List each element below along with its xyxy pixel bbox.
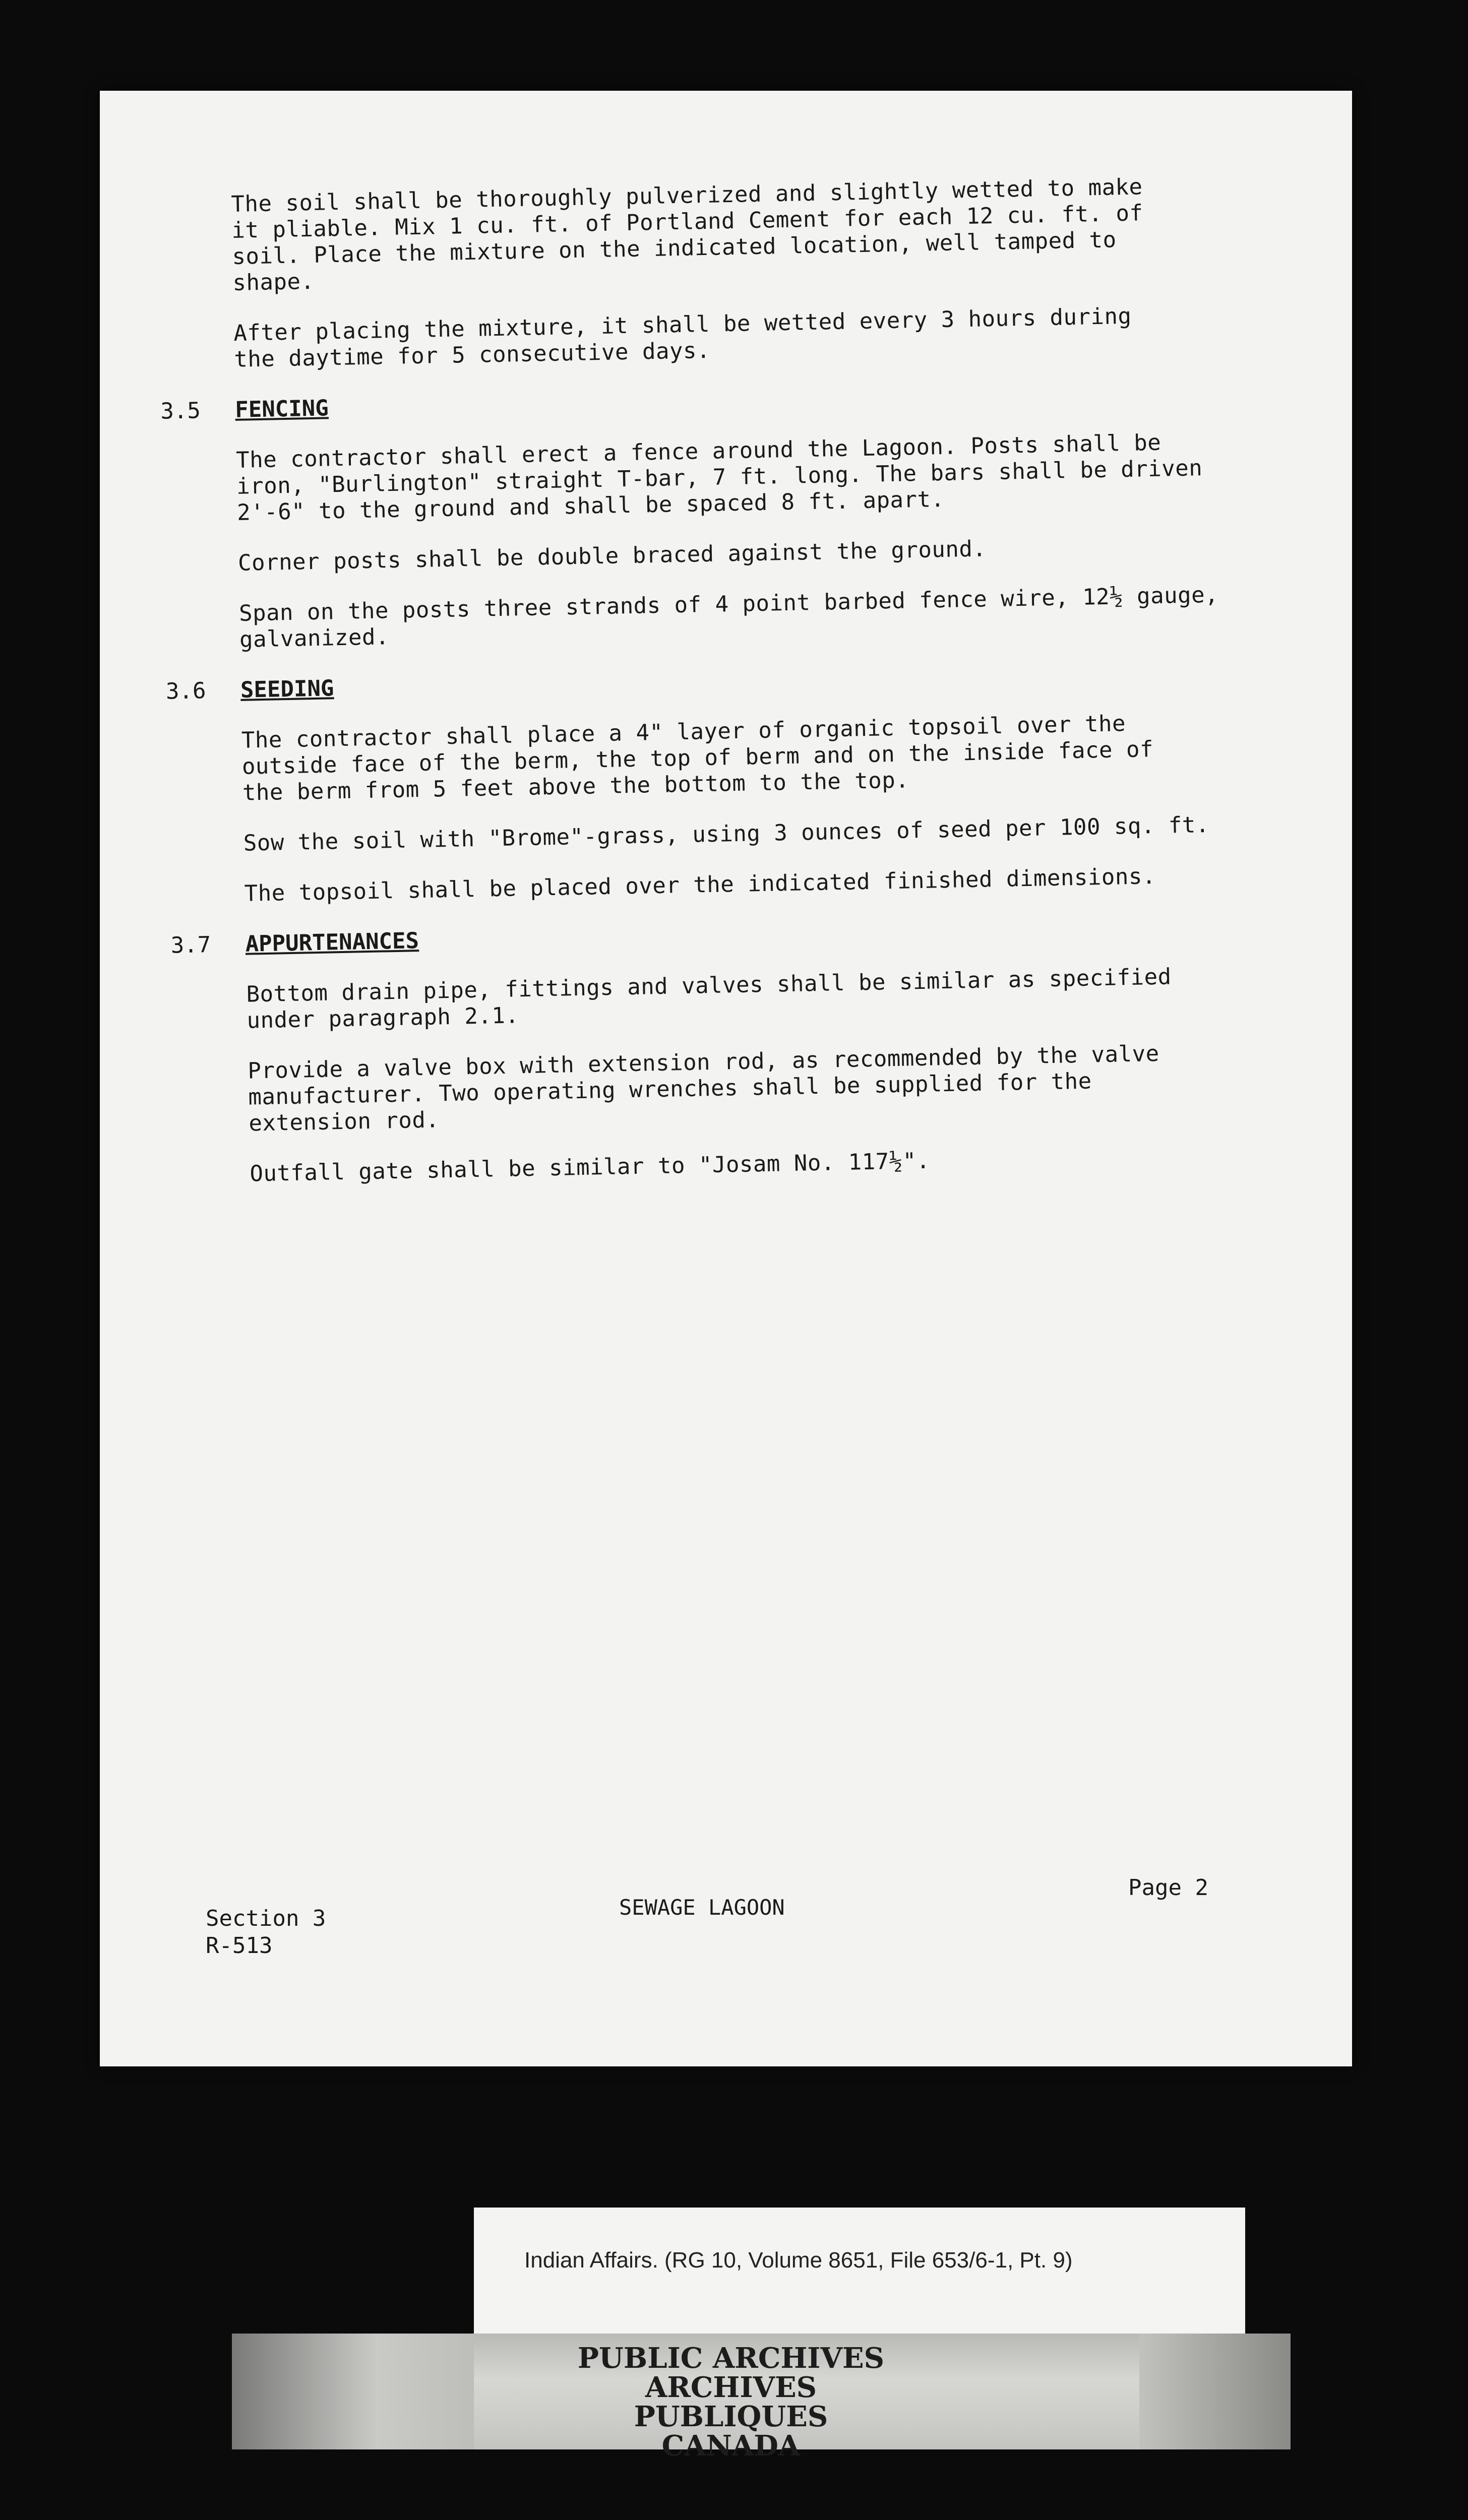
strip-right-end bbox=[1139, 2334, 1291, 2449]
archives-stamp bbox=[555, 2344, 907, 2461]
section-paragraph: Corner posts shall be double braced against the ground. bbox=[237, 536, 987, 576]
section-3-5 bbox=[160, 378, 1228, 653]
section-paragraph: The contractor shall erect a fence around the Lagoon. Posts shall be iron, "Burlington" straight T-bar, 7 ft. long. The bars shall be driven 2'-6" to the ground and shall be spaced 8 ft. apart. bbox=[235, 429, 1203, 526]
intro-paragraph-2: After placing the mixture, it shall be wetted every 3 hours during the daytime for 5 consecutive days. bbox=[233, 303, 1132, 372]
footer-section: Section 3 bbox=[206, 1906, 326, 1931]
section-heading: FENCING bbox=[234, 395, 329, 423]
section-paragraph: The topsoil shall be placed over the indicated finished dimensions. bbox=[244, 863, 1156, 907]
section-number: 3.7 bbox=[170, 932, 211, 959]
archive-reference-label bbox=[474, 2208, 1245, 2344]
stamp-line-3: CANADA bbox=[661, 2429, 801, 2463]
archive-stamp-strip bbox=[232, 2334, 1291, 2463]
section-paragraph: The contractor shall place a 4" layer of organic topsoil over the outside face of the berm, the top of berm and on the inside face of the berm from 5 feet above the bottom to the top. bbox=[241, 711, 1154, 806]
footer-page-number: Page 2 bbox=[1128, 1875, 1208, 1901]
stamp-line-2: ARCHIVES PUBLIQUES bbox=[634, 2371, 828, 2433]
stamp-line-1: PUBLIC ARCHIVES bbox=[577, 2342, 885, 2375]
footer-ref: R-513 bbox=[206, 1933, 273, 1959]
section-heading: SEEDING bbox=[240, 675, 334, 703]
section-3-6 bbox=[165, 658, 1233, 907]
section-number: 3.6 bbox=[165, 678, 206, 705]
footer-title: SEWAGE LAGOON bbox=[619, 1895, 785, 1920]
intro-paragraph-1: The soil shall be thoroughly pulverized and slightly wetted to make it pliable. Mix 1 cu. ft. of Portland Cement for each 12 cu. ft. of soil. Place the mixture on the indicated location, well tamped to shape. bbox=[231, 174, 1144, 296]
section-3-7 bbox=[170, 912, 1238, 1187]
document-page bbox=[100, 91, 1352, 2066]
section-heading: APPURTENANCES bbox=[245, 928, 419, 957]
section-paragraph: Span on the posts three strands of 4 point barbed fence wire, 12½ gauge, galvanized. bbox=[238, 582, 1219, 653]
section-paragraph: Sow the soil with "Brome"-grass, using 3 ounces of seed per 100 sq. ft. bbox=[243, 811, 1210, 856]
section-paragraph: Outfall gate shall be similar to "Josam No. 117½". bbox=[249, 1148, 931, 1187]
strip-left-end bbox=[232, 2334, 474, 2449]
section-paragraph: Bottom drain pipe, fittings and valves shall be similar as specified under paragraph 2.1. bbox=[246, 964, 1172, 1034]
section-paragraph: Provide a valve box with extension rod, as recommended by the valve manufacturer. Two operating wrenches shall be supplied for the extension rod. bbox=[248, 1040, 1160, 1137]
footer-section-ref bbox=[206, 1905, 326, 1960]
archive-reference-text: Indian Affairs. (RG 10, Volume 8651, File 653/6-1, Pt. 9) bbox=[524, 2248, 1073, 2273]
page-content bbox=[160, 172, 1238, 1211]
section-number: 3.5 bbox=[160, 398, 201, 424]
